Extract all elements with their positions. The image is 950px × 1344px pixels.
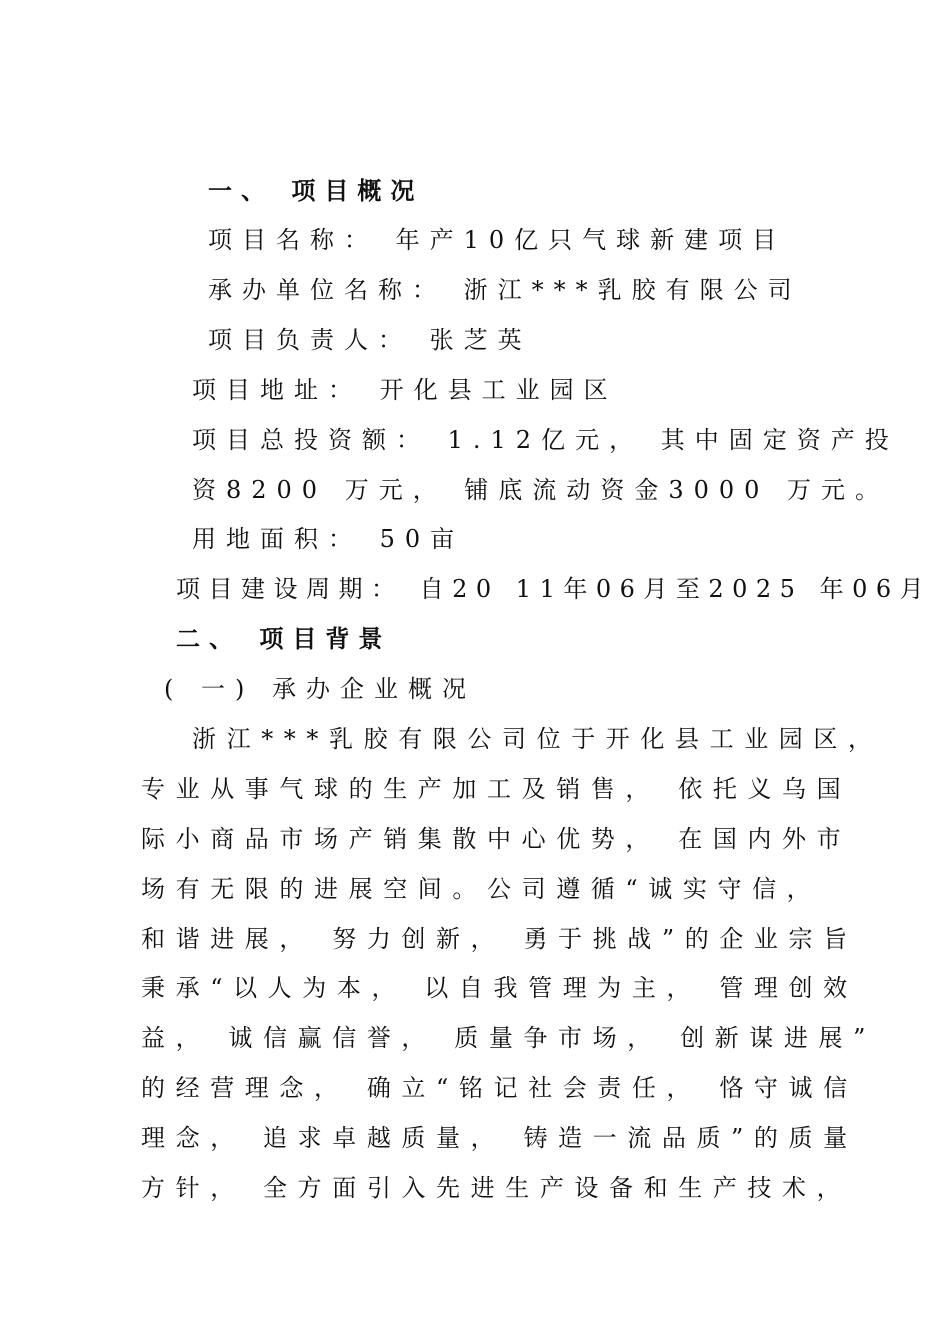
paragraph-line: 理念， 追求卓越质量， 铸造一流品质”的质量 [141,1124,858,1152]
paragraph-line: 场有无限的进展空间。公司遵循“诚实守信， [141,875,822,903]
investment-line-1: 项目总投资额： 1.12亿元， 其中固定资产投 [192,426,899,454]
paragraph-line: 益， 诚信赢信誉， 质量争市场， 创新谋进展” [141,1024,876,1052]
paragraph-line: 秉承“以人为本， 以自我管理为主， 管理创效 [141,974,858,1002]
section-heading-overview: 一、 项目概况 [208,176,424,205]
construction-period-line: 项目建设周期： 自20 11年06月至2025 年06月 [176,575,933,603]
project-name-line: 项目名称： 年产10亿只气球新建项目 [208,226,787,254]
section-heading-background: 二、 项目背景 [176,624,392,653]
project-address-line: 项目地址： 开化县工业园区 [192,376,618,404]
paragraph-line: 方针， 全方面引入先进生产设备和生产技术， [141,1174,852,1202]
subsection-heading-company: ( 一) 承办企业概况 [164,675,476,703]
paragraph-line: 专业从事气球的生产加工及销售， 依托义乌国 [141,775,852,803]
land-area-line: 用地面积： 50亩 [192,525,465,553]
company-name-line: 承办单位名称： 浙江***乳胶有限公司 [208,276,802,304]
paragraph-line: 的经营理念， 确立“铭记社会责任， 恪守诚信 [141,1074,858,1102]
paragraph-line: 和谐进展， 努力创新， 勇于挑战”的企业宗旨 [141,925,858,953]
paragraph-line: 浙江***乳胶有限公司位于开化县工业园区， [192,725,883,753]
project-leader-line: 项目负责人： 张芝英 [208,326,532,354]
investment-line-2: 资8200 万元， 铺底流动资金3000 万元。 [192,476,890,504]
paragraph-line: 际小商品市场产销集散中心优势， 在国内外市 [141,825,852,853]
